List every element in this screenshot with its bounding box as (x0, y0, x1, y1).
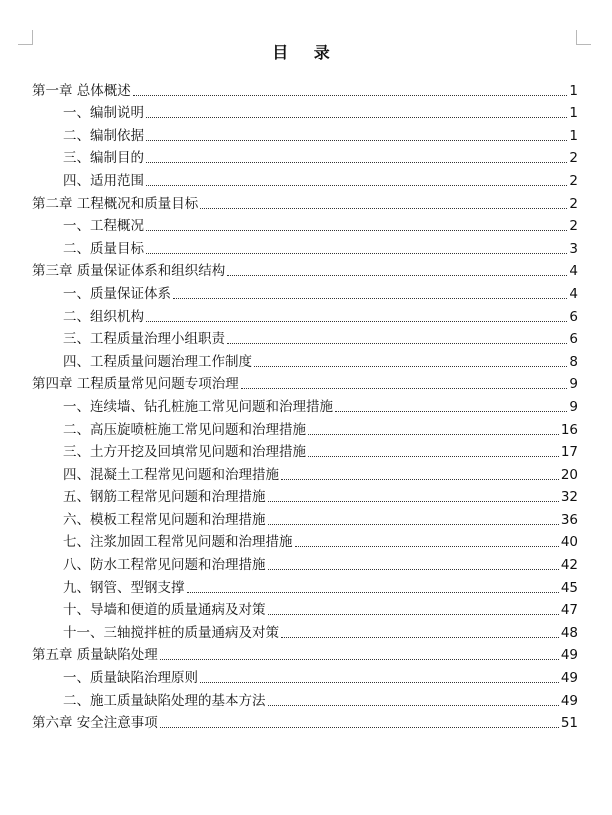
toc-page-number: 49 (560, 692, 578, 709)
toc-section-entry[interactable] (32, 392, 578, 415)
toc-entry-text: 三、工程质量治理小组职责 (63, 331, 225, 348)
toc-section-entry[interactable] (32, 121, 578, 144)
toc-entry-text: 一、编制说明 (63, 105, 144, 122)
toc-section-entry[interactable] (32, 325, 578, 348)
dot-leader (146, 321, 567, 322)
dot-leader (160, 727, 559, 728)
toc-section-entry[interactable] (32, 144, 578, 167)
toc-section-entry[interactable] (32, 438, 578, 461)
toc-chapter-entry[interactable] (32, 641, 578, 664)
toc-page-number: 40 (560, 534, 578, 551)
dot-leader (200, 682, 559, 683)
toc-entry-text: 第五章 质量缺陷处理 (32, 647, 158, 664)
toc-page-number: 51 (560, 715, 578, 732)
toc-page-number: 2 (569, 172, 578, 189)
dot-leader (335, 411, 567, 412)
toc-section-entry[interactable] (32, 415, 578, 438)
toc-entry-text: 九、钢管、型钢支撑 (63, 579, 185, 596)
dot-leader (146, 140, 567, 141)
toc-entry-text: 第三章 质量保证体系和组织结构 (32, 263, 226, 280)
dot-leader (227, 343, 567, 344)
toc-section-entry[interactable] (32, 99, 578, 122)
toc-page-number: 1 (569, 82, 578, 99)
toc-section-entry[interactable] (32, 528, 578, 551)
dot-leader (200, 208, 567, 209)
dot-leader (133, 95, 568, 96)
toc-entry-text: 二、高压旋喷桩施工常见问题和治理措施 (63, 421, 306, 438)
dot-leader (173, 298, 567, 299)
toc-entry-text: 八、防水工程常见问题和治理措施 (63, 557, 266, 574)
toc-chapter-entry[interactable] (32, 257, 578, 280)
toc-entry-text: 二、施工质量缺陷处理的基本方法 (63, 692, 266, 709)
toc-page-number: 6 (569, 308, 578, 325)
dot-leader (160, 659, 559, 660)
toc-entry-text: 一、连续墙、钻孔桩施工常见问题和治理措施 (63, 398, 333, 415)
toc-entry-text: 第一章 总体概述 (32, 82, 131, 99)
toc-title: 目 录 (272, 43, 340, 62)
toc-page-number: 49 (560, 670, 578, 687)
toc-section-entry[interactable] (32, 302, 578, 325)
toc-section-entry[interactable] (32, 573, 578, 596)
toc-page-number: 4 (569, 263, 578, 280)
toc-entry-text: 四、工程质量问题治理工作制度 (63, 353, 252, 370)
toc-chapter-entry[interactable] (32, 76, 578, 99)
toc-entry-text: 第六章 安全注意事项 (32, 715, 158, 732)
dot-leader (268, 614, 559, 615)
toc-section-entry[interactable] (32, 212, 578, 235)
toc-section-entry[interactable] (32, 347, 578, 370)
toc-page-number: 45 (560, 579, 578, 596)
table-of-contents (32, 76, 578, 731)
dot-leader (268, 705, 559, 706)
toc-entry-text: 二、编制依据 (63, 127, 144, 144)
toc-page-number: 2 (569, 218, 578, 235)
toc-page-number: 9 (569, 398, 578, 415)
toc-page-number: 8 (569, 353, 578, 370)
dot-leader (268, 524, 559, 525)
toc-entry-text: 五、钢筋工程常见问题和治理措施 (63, 489, 266, 506)
toc-entry-text: 十、导墙和便道的质量通病及对策 (63, 602, 266, 619)
dot-leader (308, 456, 559, 457)
toc-entry-text: 三、土方开挖及回填常见问题和治理措施 (63, 444, 306, 461)
toc-section-entry[interactable] (32, 234, 578, 257)
toc-page-number: 4 (569, 285, 578, 302)
dot-leader (281, 479, 559, 480)
toc-section-entry[interactable] (32, 663, 578, 686)
toc-page-number: 2 (569, 195, 578, 212)
toc-section-entry[interactable] (32, 505, 578, 528)
toc-entry-text: 三、编制目的 (63, 150, 144, 167)
dot-leader (227, 275, 567, 276)
toc-section-entry[interactable] (32, 686, 578, 709)
toc-section-entry[interactable] (32, 166, 578, 189)
dot-leader (268, 501, 559, 502)
dot-leader (268, 569, 559, 570)
toc-page-number: 9 (569, 376, 578, 393)
dot-leader (146, 185, 567, 186)
dot-leader (146, 117, 567, 118)
toc-section-entry[interactable] (32, 483, 578, 506)
toc-entry-text: 六、模板工程常见问题和治理措施 (63, 511, 266, 528)
toc-page-number: 1 (569, 127, 578, 144)
toc-page-number: 3 (569, 240, 578, 257)
toc-page-number: 17 (560, 444, 578, 461)
dot-leader (308, 434, 559, 435)
toc-page-number: 36 (560, 511, 578, 528)
toc-page-number: 49 (560, 647, 578, 664)
toc-entry-text: 第二章 工程概况和质量目标 (32, 195, 199, 212)
dot-leader (187, 592, 559, 593)
toc-page-number: 32 (560, 489, 578, 506)
dot-leader (281, 637, 559, 638)
toc-entry-text: 十一、三轴搅拌桩的质量通病及对策 (63, 624, 279, 641)
toc-entry-text: 七、注浆加固工程常见问题和治理措施 (63, 534, 293, 551)
toc-section-entry[interactable] (32, 279, 578, 302)
toc-entry-text: 二、组织机构 (63, 308, 144, 325)
toc-page-number: 20 (560, 466, 578, 483)
toc-page-number: 2 (569, 150, 578, 167)
toc-section-entry[interactable] (32, 550, 578, 573)
toc-section-entry[interactable] (32, 618, 578, 641)
toc-page-number: 47 (560, 602, 578, 619)
toc-page-number: 1 (569, 105, 578, 122)
toc-section-entry[interactable] (32, 596, 578, 619)
toc-page-number: 48 (560, 624, 578, 641)
toc-chapter-entry[interactable] (32, 189, 578, 212)
dot-leader (254, 366, 567, 367)
dot-leader (146, 253, 567, 254)
toc-chapter-entry[interactable] (32, 370, 578, 393)
dot-leader (241, 388, 568, 389)
toc-section-entry[interactable] (32, 460, 578, 483)
toc-entry-text: 四、适用范围 (63, 172, 144, 189)
toc-chapter-entry[interactable] (32, 709, 578, 732)
toc-entry-text: 二、质量目标 (63, 240, 144, 257)
toc-entry-text: 一、质量缺陷治理原则 (63, 670, 198, 687)
toc-entry-text: 一、工程概况 (63, 218, 144, 235)
toc-page-number: 42 (560, 557, 578, 574)
toc-page-number: 6 (569, 331, 578, 348)
toc-entry-text: 第四章 工程质量常见问题专项治理 (32, 376, 239, 393)
toc-entry-text: 四、混凝土工程常见问题和治理措施 (63, 466, 279, 483)
toc-entry-text: 一、质量保证体系 (63, 285, 171, 302)
dot-leader (146, 162, 567, 163)
dot-leader (146, 230, 567, 231)
toc-page-number: 16 (560, 421, 578, 438)
dot-leader (295, 546, 559, 547)
